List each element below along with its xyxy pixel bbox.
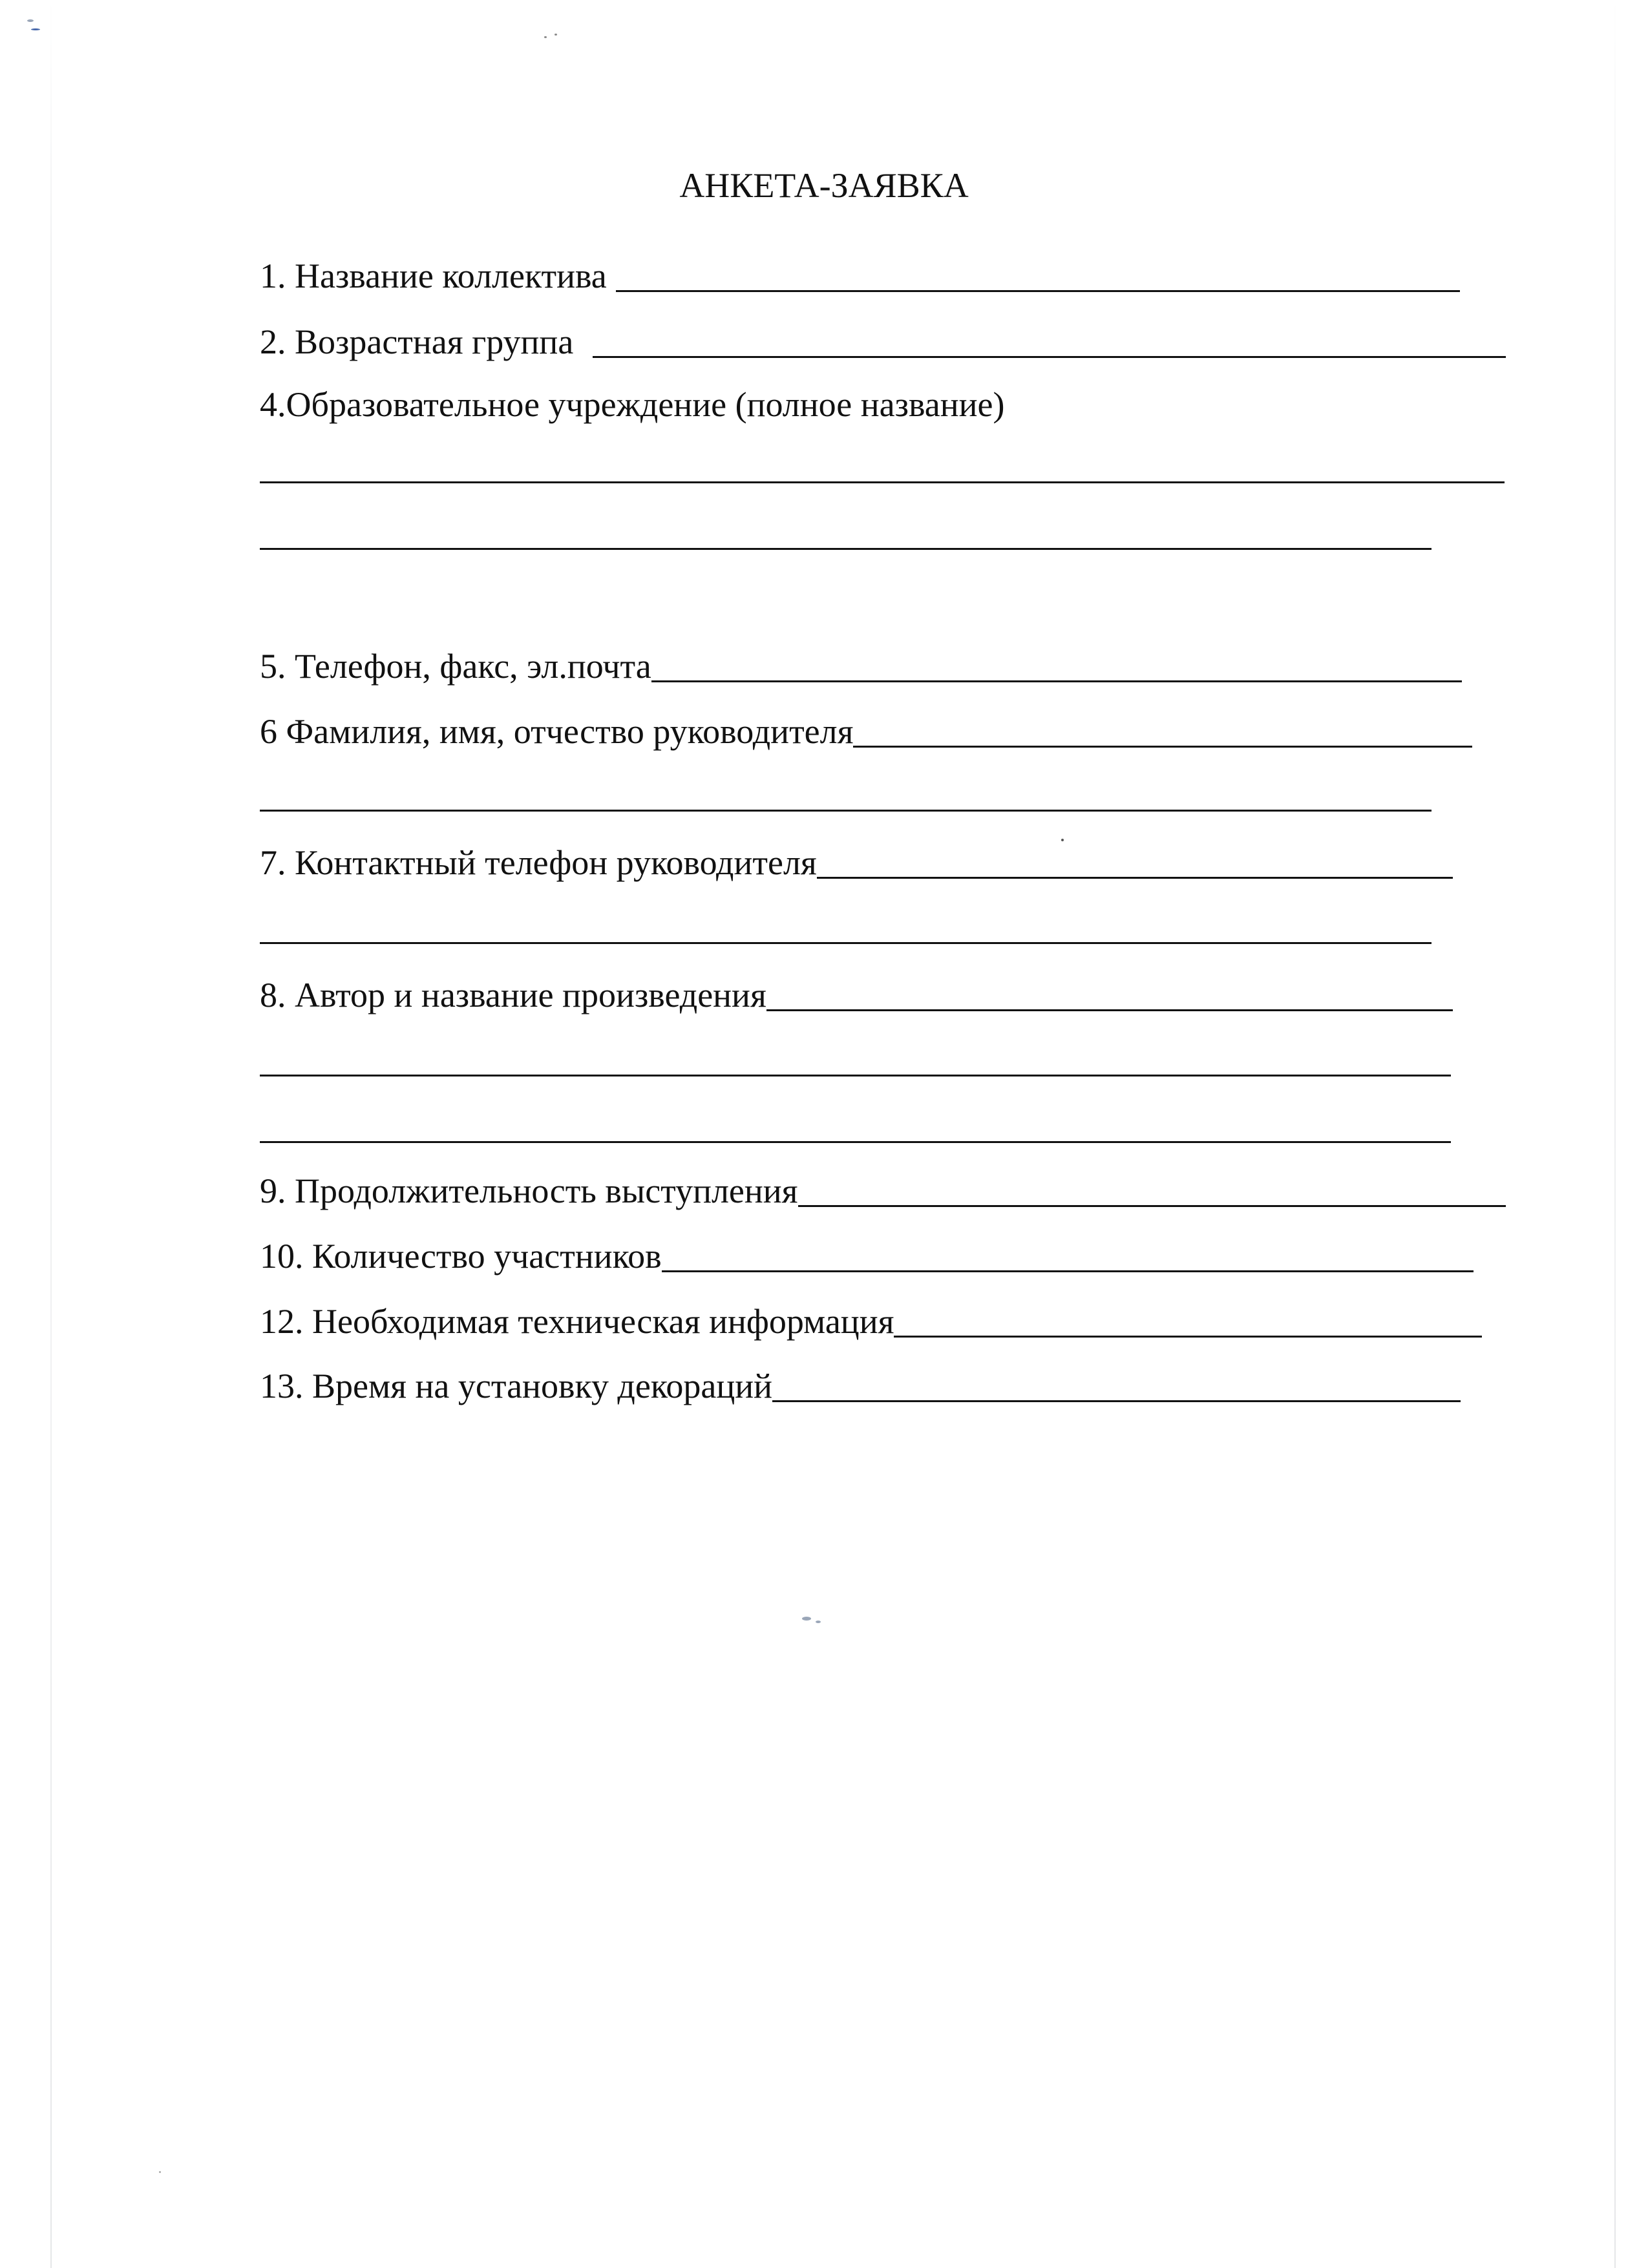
- field-label-leader-phone: 7. Контактный телефон руководителя: [260, 843, 817, 882]
- field-line-leader-phone-2[interactable]: [260, 942, 1431, 944]
- field-row-tech-info: [260, 1299, 1482, 1344]
- field-line-participants[interactable]: [662, 1270, 1474, 1272]
- field-line-duration[interactable]: [798, 1205, 1506, 1207]
- field-row-duration: [260, 1168, 1506, 1213]
- scan-speck: [544, 36, 547, 38]
- field-row-leader-name: [260, 709, 1472, 754]
- field-row-collective-name: [260, 253, 1460, 299]
- field-line-work[interactable]: [766, 1009, 1453, 1011]
- field-label-contacts: 5. Телефон, факс, эл.почта: [260, 647, 651, 686]
- field-line-age-group[interactable]: [593, 356, 1506, 358]
- field-row-work: [260, 972, 1453, 1018]
- field-row-institution: [260, 382, 1506, 427]
- scan-speck: [816, 1621, 821, 1623]
- field-line-leader-name-2[interactable]: [260, 810, 1431, 812]
- scan-speck: [1061, 839, 1064, 841]
- field-line-work-3[interactable]: [260, 1141, 1451, 1143]
- field-label-tech-info: 12. Необходимая техническая информация: [260, 1302, 894, 1341]
- field-row-leader-phone: [260, 840, 1453, 885]
- field-label-duration: 9. Продолжительность выступления: [260, 1171, 798, 1210]
- scan-edge-right: [1614, 0, 1616, 2268]
- field-line-decor-time[interactable]: [772, 1400, 1461, 1402]
- scan-speck: [802, 1617, 811, 1621]
- field-line-institution-2[interactable]: [260, 548, 1431, 550]
- scan-speck: [31, 28, 40, 30]
- field-row-contacts: [260, 644, 1462, 689]
- field-label-work: 8. Автор и название произведения: [260, 976, 766, 1014]
- scan-speck: [27, 19, 34, 22]
- field-label-collective-name: 1. Название коллектива: [260, 257, 607, 295]
- field-line-leader-name[interactable]: [853, 746, 1472, 748]
- field-line-tech-info[interactable]: [894, 1336, 1482, 1338]
- field-line-leader-phone[interactable]: [817, 877, 1453, 879]
- field-label-leader-name: 6 Фамилия, имя, отчество руководителя: [260, 712, 854, 751]
- field-row-decor-time: [260, 1363, 1461, 1409]
- form-title: АНКЕТА-ЗАЯВКА: [679, 166, 969, 205]
- field-line-work-2[interactable]: [260, 1075, 1451, 1076]
- field-label-age-group: 2. Возрастная группа: [260, 322, 574, 361]
- scan-speck: [555, 34, 557, 36]
- field-line-institution-1[interactable]: [260, 481, 1505, 483]
- field-label-decor-time: 13. Время на установку декораций: [260, 1367, 773, 1405]
- scan-edge-left: [50, 0, 52, 2268]
- field-line-contacts[interactable]: [651, 680, 1462, 682]
- scan-speck: [159, 2171, 161, 2173]
- field-line-collective-name[interactable]: [616, 290, 1460, 292]
- field-label-participants: 10. Количество участников: [260, 1237, 662, 1276]
- field-row-participants: [260, 1234, 1474, 1279]
- field-row-age-group: [260, 319, 1506, 364]
- field-label-institution: 4.Образовательное учреждение (полное название): [260, 385, 1005, 424]
